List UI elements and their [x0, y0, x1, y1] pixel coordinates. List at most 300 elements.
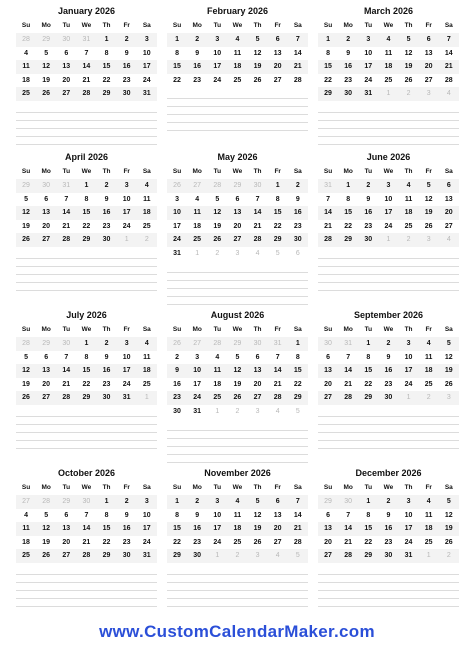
day-cell: 13	[444, 195, 453, 203]
day-cell: 5	[419, 179, 439, 193]
day-cell: 28	[76, 87, 96, 101]
day-cell: 8	[84, 195, 89, 203]
day-cell: 5	[439, 495, 459, 509]
day-cell-next-month: 2	[235, 407, 240, 415]
day-cell: 27	[56, 87, 76, 101]
day-cell: 24	[404, 380, 413, 388]
month-block	[16, 150, 157, 291]
note-line	[318, 121, 459, 129]
notes-lines	[167, 423, 308, 463]
day-cell: 16	[97, 206, 117, 220]
day-cell: 17	[399, 364, 419, 378]
day-grid	[167, 179, 308, 261]
day-cell: 14	[248, 206, 268, 220]
day-cell: 11	[143, 353, 151, 361]
day-cell: 7	[439, 33, 459, 47]
weekday-header	[318, 19, 459, 33]
day-cell: 19	[42, 76, 51, 84]
day-cell: 5	[215, 195, 220, 203]
day-cell: 9	[195, 511, 200, 519]
note-line	[16, 105, 157, 113]
day-cell: 11	[233, 49, 242, 57]
month-block	[167, 150, 308, 305]
day-cell: 19	[248, 60, 268, 74]
day-cell: 23	[102, 222, 111, 230]
weekday-label: Su	[323, 326, 333, 333]
day-cell: 11	[404, 195, 413, 203]
day-cell: 8	[326, 49, 331, 57]
day-cell-prev-month: 27	[187, 337, 207, 351]
day-cell: 4	[195, 195, 200, 203]
day-cell: 9	[167, 364, 187, 378]
day-cell-prev-month: 30	[56, 337, 76, 351]
day-cell-prev-month: 30	[338, 495, 358, 509]
weekday-label: Su	[323, 484, 333, 491]
day-cell: 1	[76, 337, 96, 351]
note-line	[167, 123, 308, 131]
day-cell: 15	[318, 60, 338, 74]
day-cell: 14	[338, 364, 358, 378]
weekday-label: Th	[404, 484, 413, 491]
day-cell-prev-month: 29	[227, 179, 247, 193]
weekday-label: Mo	[192, 326, 202, 333]
day-grid	[16, 495, 157, 563]
day-cell: 20	[324, 538, 332, 546]
day-cell: 27	[318, 391, 338, 405]
day-cell: 5	[24, 353, 29, 361]
weekday-label: Tu	[62, 484, 71, 491]
day-grid	[167, 495, 308, 563]
day-cell: 25	[233, 538, 242, 546]
day-cell: 8	[275, 195, 280, 203]
day-cell: 1	[97, 33, 117, 47]
day-cell: 2	[187, 33, 207, 47]
day-cell-next-month: 2	[399, 87, 419, 101]
note-line	[318, 283, 459, 291]
day-cell: 9	[346, 49, 351, 57]
note-line	[16, 275, 157, 283]
day-cell: 21	[62, 380, 71, 388]
day-cell: 21	[288, 522, 308, 536]
notes-lines	[318, 105, 459, 145]
weekday-label: Sa	[142, 168, 151, 175]
day-cell: 29	[358, 549, 378, 563]
day-cell: 27	[273, 76, 282, 84]
day-grid	[16, 179, 157, 247]
day-cell: 29	[97, 549, 117, 563]
note-line	[16, 129, 157, 137]
day-grid	[318, 337, 459, 405]
day-cell: 12	[404, 49, 413, 57]
day-cell: 23	[193, 538, 202, 546]
note-line	[318, 275, 459, 283]
day-cell: 30	[97, 233, 117, 247]
month-block	[318, 150, 459, 291]
day-cell: 31	[173, 249, 181, 257]
day-cell-prev-month: 30	[248, 179, 268, 193]
weekday-label: Tu	[62, 326, 71, 333]
weekday-label: Su	[21, 484, 31, 491]
day-cell: 2	[175, 353, 180, 361]
day-cell: 3	[117, 337, 137, 351]
notes-lines	[16, 105, 157, 145]
day-cell: 29	[167, 549, 187, 563]
weekday-label: Mo	[343, 22, 353, 29]
day-cell-prev-month: 27	[187, 179, 207, 193]
day-cell: 30	[358, 233, 378, 247]
day-cell: 23	[122, 538, 131, 546]
weekday-label: Tu	[364, 22, 373, 29]
day-cell: 18	[22, 538, 30, 546]
weekday-label: Mo	[343, 484, 353, 491]
day-cell: 28	[338, 391, 358, 405]
day-cell: 25	[187, 233, 207, 247]
weekday-label: Th	[102, 22, 111, 29]
month-block	[318, 4, 459, 145]
note-line	[167, 431, 308, 439]
day-cell-next-month: 3	[235, 249, 240, 257]
day-cell: 18	[213, 380, 222, 388]
day-cell: 8	[295, 353, 300, 361]
day-cell-prev-month: 30	[36, 179, 56, 193]
day-cell-prev-month: 30	[56, 33, 76, 47]
weekday-label: We	[232, 168, 243, 175]
day-cell: 4	[378, 33, 398, 47]
day-cell-prev-month: 26	[167, 179, 187, 193]
day-cell: 25	[16, 549, 36, 563]
day-cell: 2	[97, 337, 117, 351]
weekday-label: Tu	[213, 484, 222, 491]
weekday-label: Sa	[444, 326, 453, 333]
day-cell: 28	[268, 391, 288, 405]
note-line	[167, 91, 308, 99]
note-line	[318, 129, 459, 137]
weekday-header	[16, 323, 157, 337]
day-cell: 26	[253, 538, 262, 546]
note-line	[16, 591, 157, 599]
weekday-label: Fr	[425, 326, 432, 333]
day-cell: 24	[122, 380, 131, 388]
day-cell-next-month: 4	[268, 549, 288, 563]
day-cell-prev-month: 29	[16, 179, 36, 193]
day-cell: 10	[122, 353, 131, 361]
note-line	[167, 567, 308, 575]
day-cell-next-month: 1	[419, 549, 439, 563]
day-cell-next-month: 2	[227, 549, 247, 563]
day-cell-prev-month: 28	[16, 33, 36, 47]
day-cell: 28	[318, 233, 338, 247]
day-cell-next-month: 4	[439, 87, 459, 101]
day-cell: 28	[293, 538, 302, 546]
day-cell: 29	[268, 233, 288, 247]
month-block	[16, 308, 157, 449]
day-cell: 20	[253, 380, 262, 388]
day-cell: 15	[76, 364, 96, 378]
weekday-label: We	[81, 168, 92, 175]
day-cell: 30	[378, 549, 398, 563]
weekday-label: Su	[323, 22, 333, 29]
day-cell: 7	[288, 33, 308, 47]
month-title: November 2026	[204, 468, 271, 478]
weekday-label: Tu	[213, 326, 222, 333]
day-cell: 15	[167, 60, 187, 74]
day-cell: 23	[193, 76, 202, 84]
note-line	[16, 121, 157, 129]
notes-lines	[318, 251, 459, 291]
weekday-label: We	[81, 326, 92, 333]
day-cell: 21	[82, 538, 91, 546]
day-cell-next-month: 3	[248, 549, 268, 563]
note-line	[318, 575, 459, 583]
day-cell: 27	[318, 549, 338, 563]
note-line	[16, 441, 157, 449]
day-cell: 16	[358, 206, 378, 220]
day-cell: 17	[207, 522, 227, 536]
weekday-label: Mo	[192, 484, 202, 491]
day-cell: 12	[253, 511, 262, 519]
day-cell: 29	[318, 87, 338, 101]
day-cell: 1	[318, 33, 338, 47]
note-line	[167, 599, 308, 607]
month-title: August 2026	[210, 310, 265, 320]
day-cell: 30	[338, 87, 358, 101]
weekday-label: Fr	[425, 484, 432, 491]
day-cell: 13	[318, 522, 338, 536]
day-cell: 2	[378, 337, 398, 351]
day-cell: 26	[207, 233, 227, 247]
day-cell: 19	[439, 522, 459, 536]
month-block	[167, 4, 308, 131]
day-cell: 4	[419, 495, 439, 509]
day-cell: 25	[424, 538, 433, 546]
day-cell: 2	[117, 33, 137, 47]
day-cell: 7	[326, 195, 331, 203]
day-cell: 21	[439, 60, 459, 74]
day-cell-next-month: 3	[439, 391, 459, 405]
weekday-header	[16, 19, 157, 33]
day-cell: 12	[36, 522, 56, 536]
weekday-header	[167, 165, 308, 179]
day-cell: 14	[338, 522, 358, 536]
day-cell: 17	[358, 60, 378, 74]
notes-lines	[167, 91, 308, 131]
day-cell: 4	[227, 495, 247, 509]
day-cell: 18	[419, 364, 439, 378]
notes-lines	[318, 567, 459, 607]
day-cell: 15	[358, 522, 378, 536]
day-cell: 18	[137, 364, 157, 378]
weekday-label: Mo	[41, 168, 51, 175]
day-cell-prev-month: 29	[36, 337, 56, 351]
day-cell-prev-month: 28	[36, 495, 56, 509]
month-block	[318, 308, 459, 449]
weekday-label: Mo	[343, 326, 353, 333]
footer-website-link[interactable]: www.CustomCalendarMaker.com	[99, 622, 375, 641]
day-cell: 22	[324, 76, 332, 84]
day-cell: 6	[439, 179, 459, 193]
day-cell: 3	[378, 179, 398, 193]
day-cell: 26	[36, 87, 56, 101]
weekday-label: Tu	[62, 22, 71, 29]
day-cell: 30	[288, 233, 308, 247]
day-cell: 11	[207, 364, 227, 378]
day-cell: 8	[175, 49, 180, 57]
weekday-label: Th	[102, 326, 111, 333]
day-cell: 6	[268, 33, 288, 47]
day-cell: 14	[293, 511, 302, 519]
weekday-label: Fr	[123, 22, 130, 29]
day-cell: 12	[444, 511, 453, 519]
day-cell-next-month: 1	[137, 391, 157, 405]
weekday-label: Th	[253, 484, 262, 491]
day-cell: 3	[207, 33, 227, 47]
month-title: March 2026	[363, 6, 414, 16]
day-cell: 20	[324, 380, 332, 388]
day-cell: 17	[207, 60, 227, 74]
day-cell-prev-month: 28	[207, 179, 227, 193]
weekday-label: Sa	[444, 22, 453, 29]
day-cell: 1	[358, 337, 378, 351]
day-cell: 24	[364, 76, 373, 84]
weekday-label: Fr	[274, 326, 281, 333]
day-cell: 26	[227, 391, 247, 405]
day-cell: 10	[384, 195, 393, 203]
day-cell: 6	[64, 49, 69, 57]
day-cell: 2	[288, 179, 308, 193]
day-cell: 23	[167, 391, 187, 405]
weekday-label: Tu	[213, 22, 222, 29]
day-cell: 21	[344, 538, 353, 546]
day-cell: 7	[64, 353, 69, 361]
day-cell: 20	[62, 538, 71, 546]
day-cell-next-month: 1	[378, 233, 398, 247]
day-cell: 19	[439, 364, 459, 378]
day-cell: 16	[378, 522, 398, 536]
day-cell: 20	[42, 380, 51, 388]
day-cell: 25	[233, 76, 242, 84]
day-cell: 12	[16, 364, 36, 378]
month-title: October 2026	[57, 468, 116, 478]
day-cell: 25	[384, 76, 393, 84]
weekday-label: Th	[404, 22, 413, 29]
day-cell: 9	[195, 49, 200, 57]
day-cell: 13	[273, 511, 282, 519]
day-cell: 1	[167, 33, 187, 47]
day-cell: 15	[338, 206, 358, 220]
day-cell: 20	[268, 522, 288, 536]
day-cell: 22	[364, 380, 373, 388]
day-cell: 4	[24, 511, 29, 519]
day-cell: 10	[404, 353, 413, 361]
weekday-label: Fr	[274, 22, 281, 29]
weekday-label: Mo	[41, 326, 51, 333]
day-cell: 31	[399, 549, 419, 563]
day-cell-prev-month: 28	[16, 337, 36, 351]
notes-lines	[16, 251, 157, 291]
weekday-label: Tu	[364, 168, 373, 175]
day-grid	[318, 495, 459, 563]
day-cell: 23	[364, 222, 373, 230]
day-cell: 21	[288, 60, 308, 74]
day-cell: 16	[117, 60, 137, 74]
day-cell: 25	[142, 222, 151, 230]
day-cell: 27	[36, 391, 56, 405]
day-cell: 14	[56, 206, 76, 220]
day-cell: 5	[248, 33, 268, 47]
day-cell: 6	[326, 511, 331, 519]
day-cell: 22	[273, 222, 282, 230]
day-cell: 17	[117, 364, 137, 378]
day-grid	[167, 33, 308, 87]
notes-lines	[167, 265, 308, 305]
day-cell: 9	[386, 353, 391, 361]
note-line	[318, 105, 459, 113]
day-cell: 20	[419, 60, 439, 74]
day-cell: 15	[97, 60, 117, 74]
note-line	[318, 425, 459, 433]
weekday-label: We	[383, 168, 394, 175]
day-cell: 6	[64, 511, 69, 519]
month-title: February 2026	[206, 6, 269, 16]
weekday-label: Fr	[123, 168, 130, 175]
weekday-header	[167, 323, 308, 337]
day-cell: 18	[419, 522, 439, 536]
day-cell-next-month: 1	[207, 549, 227, 563]
day-cell: 14	[318, 206, 338, 220]
weekday-header	[318, 323, 459, 337]
day-cell-next-month: 1	[195, 249, 200, 257]
note-line	[318, 441, 459, 449]
day-cell: 13	[227, 206, 247, 220]
day-cell: 11	[16, 60, 36, 74]
day-cell: 6	[419, 33, 439, 47]
day-cell-next-month: 3	[419, 233, 439, 247]
day-cell: 14	[444, 49, 453, 57]
weekday-label: Su	[21, 168, 31, 175]
day-cell: 14	[56, 364, 76, 378]
day-cell: 3	[137, 495, 157, 509]
day-cell: 19	[248, 522, 268, 536]
day-cell: 18	[137, 206, 157, 220]
weekday-label: Sa	[293, 168, 302, 175]
weekday-label: Su	[21, 22, 31, 29]
weekday-header	[16, 481, 157, 495]
day-cell: 26	[444, 380, 453, 388]
day-cell: 19	[399, 60, 419, 74]
month-title: April 2026	[64, 152, 109, 162]
weekday-label: Sa	[142, 484, 151, 491]
note-line	[318, 113, 459, 121]
weekday-label: Th	[253, 326, 262, 333]
note-line	[167, 575, 308, 583]
day-cell: 26	[404, 76, 413, 84]
weekday-label: We	[383, 326, 394, 333]
day-cell: 11	[187, 206, 207, 220]
day-cell: 10	[404, 511, 413, 519]
day-cell: 3	[175, 195, 180, 203]
weekday-header	[167, 19, 308, 33]
day-cell: 7	[288, 495, 308, 509]
weekday-label: Th	[102, 168, 111, 175]
day-cell-next-month: 4	[439, 233, 459, 247]
day-cell: 16	[187, 60, 207, 74]
day-cell: 22	[102, 76, 111, 84]
day-cell: 27	[444, 222, 453, 230]
day-cell: 14	[76, 60, 96, 74]
day-cell: 7	[346, 511, 351, 519]
day-cell: 18	[227, 522, 247, 536]
day-cell: 29	[338, 233, 358, 247]
